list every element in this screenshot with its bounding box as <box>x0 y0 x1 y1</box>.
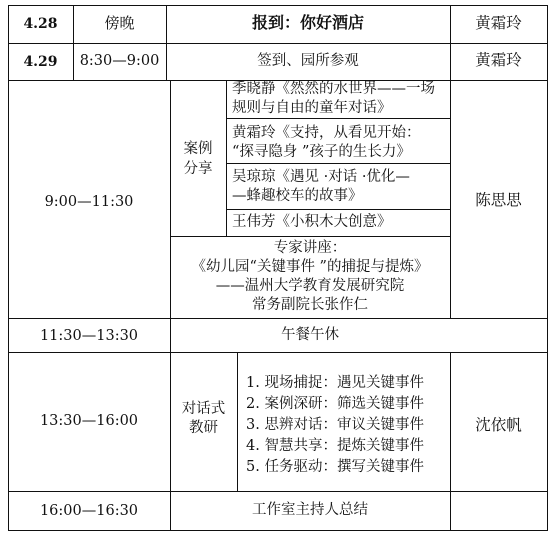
row-divider <box>8 491 548 492</box>
table-border-left <box>8 5 9 531</box>
row-divider <box>8 318 548 319</box>
category-cell: 分享 <box>183 161 213 177</box>
event-cell: 工作室主持人总结 <box>252 502 368 518</box>
col-divider <box>450 491 451 530</box>
case-divider <box>226 163 450 164</box>
case-line: 黄霜玲《支持，从看见开始： <box>232 125 421 141</box>
category-cell: 教研 <box>189 420 218 436</box>
date-cell: 4.28 <box>23 16 58 32</box>
case-line: 季晓静《然然的水世界——一场 <box>232 81 435 97</box>
agenda-item: 2. 案例深研：筛选关键事件 <box>246 396 424 412</box>
event-cell: 签到、园所参观 <box>257 53 359 69</box>
lecture-line: 专家讲座： <box>273 240 347 256</box>
category-cell: 对话式 <box>181 401 226 417</box>
lecture-line: 常务副院长张作仁 <box>252 297 368 313</box>
case-line: 王伟芳《小积木大创意》 <box>232 214 392 230</box>
col-divider <box>226 80 227 236</box>
agenda-item: 4. 智慧共享：提炼关键事件 <box>246 438 424 454</box>
lecture-line: 《幼儿园“关键事件 ”的捕捉与提炼》 <box>191 259 429 275</box>
host-cell: 黄霜玲 <box>475 51 522 69</box>
table-border-top <box>8 5 548 6</box>
time-cell: 傍晚 <box>104 14 135 32</box>
host-cell: 陈思思 <box>475 191 522 209</box>
time-cell: 13:30—16:00 <box>39 413 139 429</box>
agenda-item: 1. 现场捕捉：遇见关键事件 <box>246 375 424 391</box>
category-cell: 案例 <box>183 141 213 157</box>
time-cell: 9:00—11:30 <box>44 194 134 210</box>
event-cell: 午餐午休 <box>281 327 339 343</box>
case-line: 吴琼琼《遇见 ·对话 ·优化— <box>232 169 410 185</box>
case-line: 规则与自由的童年对话》 <box>232 100 392 116</box>
row-divider <box>8 352 548 353</box>
date-cell: 4.29 <box>23 54 58 70</box>
row-divider <box>8 43 548 44</box>
case-divider <box>170 236 450 237</box>
table-border-bottom <box>8 530 548 531</box>
lecture-line: ——温州大学教育发展研究院 <box>215 278 405 294</box>
time-cell: 11:30—13:30 <box>39 328 139 344</box>
host-cell: 沈依帆 <box>475 416 522 434</box>
col-divider <box>237 352 238 491</box>
host-cell: 黄霜玲 <box>475 14 522 32</box>
time-cell: 16:00—16:30 <box>39 503 139 519</box>
case-divider <box>226 209 450 210</box>
table-border-right <box>547 5 548 531</box>
agenda-item: 3. 思辨对话：审议关键事件 <box>246 417 424 433</box>
agenda-item: 5. 任务驱动：撰写关键事件 <box>246 459 424 475</box>
event-cell: 报到：你好酒店 <box>251 13 364 32</box>
time-cell: 8:30—9:00 <box>79 53 160 69</box>
case-divider <box>226 118 450 119</box>
case-line: “探寻隐身 ”孩子的生长力》 <box>232 144 411 160</box>
case-line: —蜂趣校车的故事》 <box>232 188 363 204</box>
